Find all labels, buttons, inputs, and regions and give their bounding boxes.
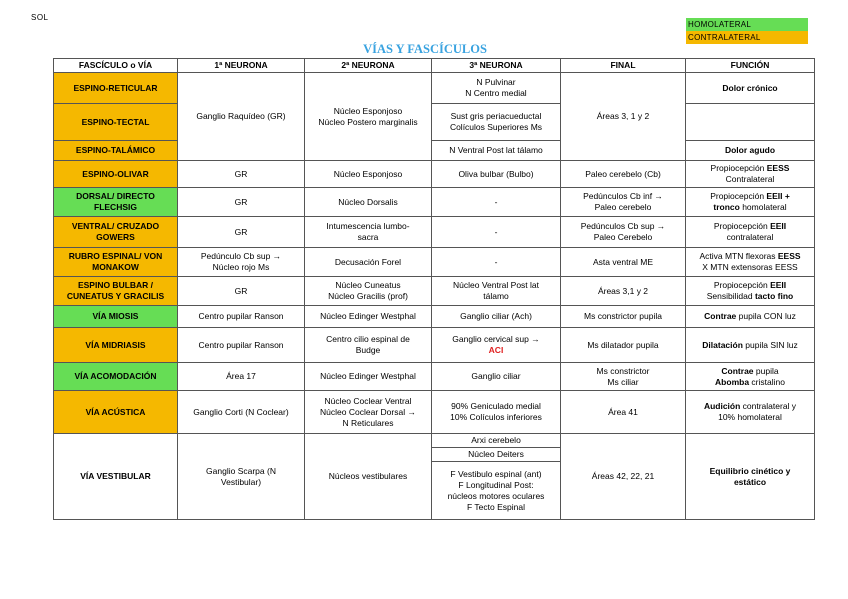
cell-neurona-3: F Vestibulo espinal (ant) F Longitudinal Post: núcleos motores oculares F Tecto Espinal: [432, 462, 561, 520]
header-funcion: FUNCIÓN: [686, 59, 815, 73]
table-row: [54, 363, 815, 391]
cell-funcion: Audición contralateral y 10% homolateral: [686, 391, 815, 434]
cell-neurona-2: Núcleos vestibulares: [305, 434, 432, 520]
cell-neurona-3: Núcleo Ventral Post lat tálamo: [432, 277, 561, 306]
cell-neurona-2: Núcleo Edinger Westphal: [305, 363, 432, 391]
row-name: ESPINO-OLIVAR: [54, 161, 178, 188]
color-legend: [686, 18, 808, 44]
cell-neurona-3: Oliva bulbar (Bulbo): [432, 161, 561, 188]
header-neurona-1: 1ª NEURONA: [178, 59, 305, 73]
cell-neurona-1: GR: [178, 188, 305, 217]
cell-funcion: Activa MTN flexoras EESS X MTN extensoras EESS: [686, 248, 815, 277]
cell-neurona-3: -: [432, 217, 561, 248]
cell-neurona-1: Ganglio Corti (N Coclear): [178, 391, 305, 434]
table-row: [54, 306, 815, 328]
cell-neurona-1: GR: [178, 161, 305, 188]
cell-neurona-3: -: [432, 248, 561, 277]
pathways-table: [53, 58, 815, 520]
cell-neurona-2: Decusación Forel: [305, 248, 432, 277]
cell-neurona-1: GR: [178, 277, 305, 306]
cell-final: Áreas 3, 1 y 2: [561, 73, 686, 161]
cell-neurona-1: Pedúnculo Cb sup → Núcleo rojo Ms: [178, 248, 305, 277]
legend-contralateral: CONTRALATERAL: [686, 31, 808, 44]
table-row: [54, 188, 815, 217]
cell-neurona-3: Ganglio ciliar (Ach): [432, 306, 561, 328]
cell-neurona-3: Sust gris periacueductal Colículos Superiores Ms: [432, 104, 561, 141]
cell-funcion: Contrae pupila CON luz: [686, 306, 815, 328]
cell-neurona-3: Ganglio cervical sup → ACI: [432, 328, 561, 363]
cell-neurona-1: Área 17: [178, 363, 305, 391]
cell-neurona-1: GR: [178, 217, 305, 248]
cell-neurona-2: Núcleo Esponjoso Núcleo Postero marginalis: [305, 73, 432, 161]
page-title: VÍAS Y FASCÍCULOS: [363, 42, 487, 56]
cell-funcion: Dolor crónico: [686, 73, 815, 104]
cell-neurona-2: Núcleo Cuneatus Núcleo Gracilis (prof): [305, 277, 432, 306]
cell-neurona-3: N Pulvinar N Centro medial: [432, 73, 561, 104]
row-name: ESPINO BULBAR / CUNEATUS Y GRACILIS: [54, 277, 178, 306]
row-name: RUBRO ESPINAL/ VON MONAKOW: [54, 248, 178, 277]
cell-final: Paleo cerebelo (Cb): [561, 161, 686, 188]
cell-neurona-1: Ganglio Scarpa (N Vestibular): [178, 434, 305, 520]
cell-funcion: Propiocepción EEII contralateral: [686, 217, 815, 248]
cell-funcion: Dolor agudo: [686, 141, 815, 161]
row-name: VENTRAL/ CRUZADO GOWERS: [54, 217, 178, 248]
row-name: ESPINO-RETICULAR: [54, 73, 178, 104]
cell-neurona-3: Ganglio ciliar: [432, 363, 561, 391]
cell-neurona-2: Núcleo Dorsalis: [305, 188, 432, 217]
cell-final: Áreas 42, 22, 21: [561, 434, 686, 520]
table-row: [54, 104, 815, 141]
legend-homolateral: HOMOLATERAL: [686, 18, 808, 31]
row-name: VÍA VESTIBULAR: [54, 434, 178, 520]
table-row: [54, 277, 815, 306]
row-name: VÍA MIDRIASIS: [54, 328, 178, 363]
cell-funcion: Dilatación pupila SIN luz: [686, 328, 815, 363]
cell-funcion: Propiocepción EESS Contralateral: [686, 161, 815, 188]
row-name: ESPINO-TECTAL: [54, 104, 178, 141]
cell-neurona-3: N Ventral Post lat tálamo: [432, 141, 561, 161]
cell-neurona-2: Núcleo Esponjoso: [305, 161, 432, 188]
row-name: VÍA ACOMODACIÓN: [54, 363, 178, 391]
table-row: [54, 328, 815, 363]
table-row: [54, 73, 815, 104]
cell-final: Área 41: [561, 391, 686, 434]
table-row: [54, 391, 815, 434]
cell-neurona-3: Arxi cerebelo: [432, 434, 561, 448]
cell-final: Ms dilatador pupila: [561, 328, 686, 363]
cell-funcion: Propiocepción EEII Sensibilidad tacto fino: [686, 277, 815, 306]
header-final: FINAL: [561, 59, 686, 73]
table-row: [54, 434, 815, 448]
header-row: [54, 59, 815, 73]
cell-neurona-1: Centro pupilar Ranson: [178, 306, 305, 328]
cell-neurona-3: Núcleo Deiters: [432, 448, 561, 462]
cell-funcion: Equilibrio cinético y estático: [686, 434, 815, 520]
cell-neurona-3: -: [432, 188, 561, 217]
cell-final: Pedúnculos Cb sup → Paleo Cerebelo: [561, 217, 686, 248]
row-name: VÍA ACÚSTICA: [54, 391, 178, 434]
cell-neurona-2: Centro cilio espinal de Budge: [305, 328, 432, 363]
table-row: [54, 217, 815, 248]
cell-final: Ms constrictor pupila: [561, 306, 686, 328]
cell-final: Pedúnculos Cb inf → Paleo cerebelo: [561, 188, 686, 217]
cell-neurona-1: Centro pupilar Ranson: [178, 328, 305, 363]
author-initials: SOL: [31, 13, 49, 22]
row-name: DORSAL/ DIRECTO FLECHSIG: [54, 188, 178, 217]
header-neurona-3: 3ª NEURONA: [432, 59, 561, 73]
header-neurona-2: 2ª NEURONA: [305, 59, 432, 73]
row-name: VÍA MIOSIS: [54, 306, 178, 328]
cell-funcion: [686, 104, 815, 141]
cell-neurona-2: Núcleo Edinger Westphal: [305, 306, 432, 328]
cell-final: Asta ventral ME: [561, 248, 686, 277]
cell-final: Áreas 3,1 y 2: [561, 277, 686, 306]
row-name: ESPINO-TALÁMICO: [54, 141, 178, 161]
cell-neurona-2: Núcleo Coclear Ventral Núcleo Coclear Dorsal → N Reticulares: [305, 391, 432, 434]
cell-neurona-3: 90% Geniculado medial 10% Colículos inferiores: [432, 391, 561, 434]
table-row: [54, 141, 815, 161]
cell-funcion: Contrae pupila Abomba cristalino: [686, 363, 815, 391]
table-row: [54, 161, 815, 188]
header-fasciculo: FASCÍCULO o VÍA: [54, 59, 178, 73]
table-row: [54, 248, 815, 277]
cell-funcion: Propiocepción EEII + tronco homolateral: [686, 188, 815, 217]
cell-neurona-1: Ganglio Raquídeo (GR): [178, 73, 305, 161]
aci-highlight: ACI: [488, 345, 504, 355]
cell-neurona-2: Intumescencia lumbo- sacra: [305, 217, 432, 248]
cell-final: Ms constrictor Ms ciliar: [561, 363, 686, 391]
